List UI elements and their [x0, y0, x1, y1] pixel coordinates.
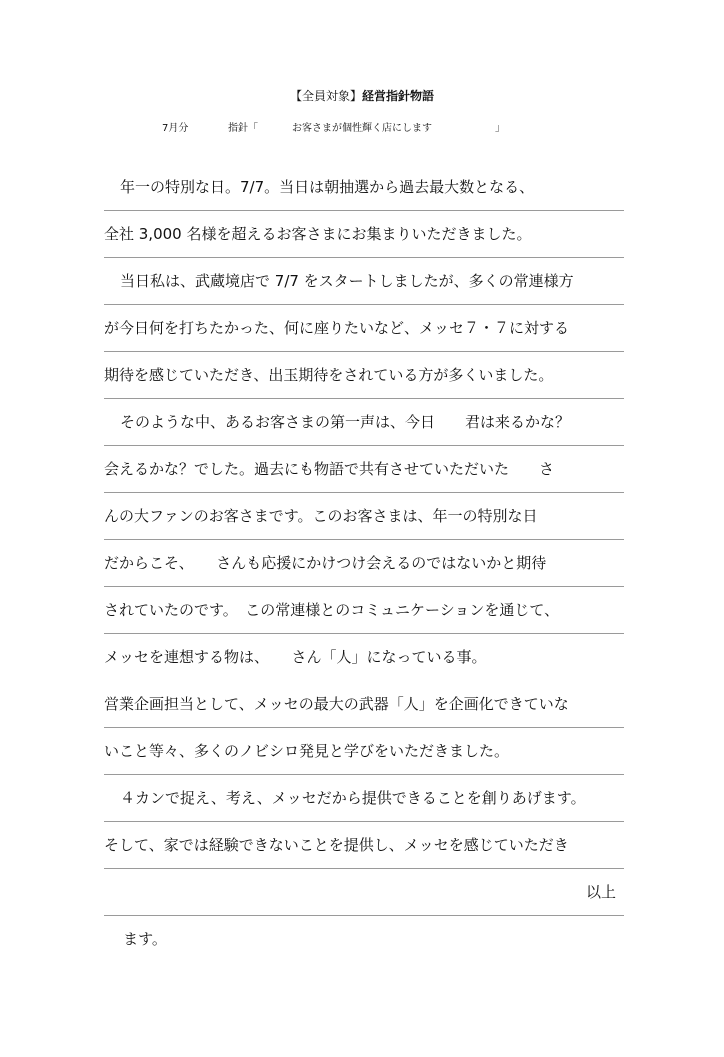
body-line-11: メッセを連想する物は、 さん「人」になっている事。 [104, 648, 487, 666]
body-line-6: そのような中、あるお客さまの第一声は、今日 君は来るかな？ [104, 399, 624, 446]
month-label: 7月分 [162, 123, 189, 134]
body-line-16 [104, 869, 624, 948]
title-tag: 【全員対象】 [289, 89, 362, 103]
body-line-5: 期待を感じていただき、出玉期待をされている方が多くいました。 [104, 352, 624, 399]
document-title [0, 88, 724, 104]
body-line-2: 全社 3,000 名様を超えるお客さまにお集まりいただきました。 [104, 211, 624, 258]
guideline-close: 」 [495, 123, 505, 134]
body-line-14: ４カンで捉え、考え、メッセだから提供できることを創りあげます。 [104, 775, 624, 822]
body-line-12: 営業企画担当として、メッセの最大の武器「人」を企画化できていな [104, 681, 624, 728]
document-body [104, 164, 624, 948]
body-line-10: されていたのです。 この常連様とのコミュニケーションを通じて、 [104, 587, 624, 634]
body-line-1: 年一の特別な日。7/7。当日は朝抽選から過去最大数となる、 [104, 164, 624, 211]
body-line-7: 会えるかな？でした。過去にも物語で共有させていただいた さ [104, 446, 624, 493]
body-line-15: そして、家では経験できないことを提供し、メッセを感じていただき [104, 822, 624, 869]
guideline-text: お客さまが個性輝く店にします [292, 123, 432, 134]
body-line-13: いこと等々、多くのノビシロ発見と学びをいただきました。 [104, 728, 624, 775]
body-line-4: が今日何を打ちたかった、何に座りたいなど、メッセ７・７に対する [104, 305, 624, 352]
body-line-9: だからこそ、 さんも応援にかけつけ会えるのではないかと期待 [104, 540, 624, 587]
guideline-label: 指針「 [228, 123, 258, 134]
title-main: 経営指針物語 [362, 89, 435, 103]
closing-mark: 以上 [585, 883, 616, 901]
body-line-8: んの大ファンのお客さまです。このお客さまは、年一の特別な日 [104, 493, 624, 540]
body-line-3: 当日私は、武蔵境店で 7/7 をスタートしましたが、多くの常連様方 [104, 258, 624, 305]
final-line-text: ます。 [123, 930, 167, 948]
